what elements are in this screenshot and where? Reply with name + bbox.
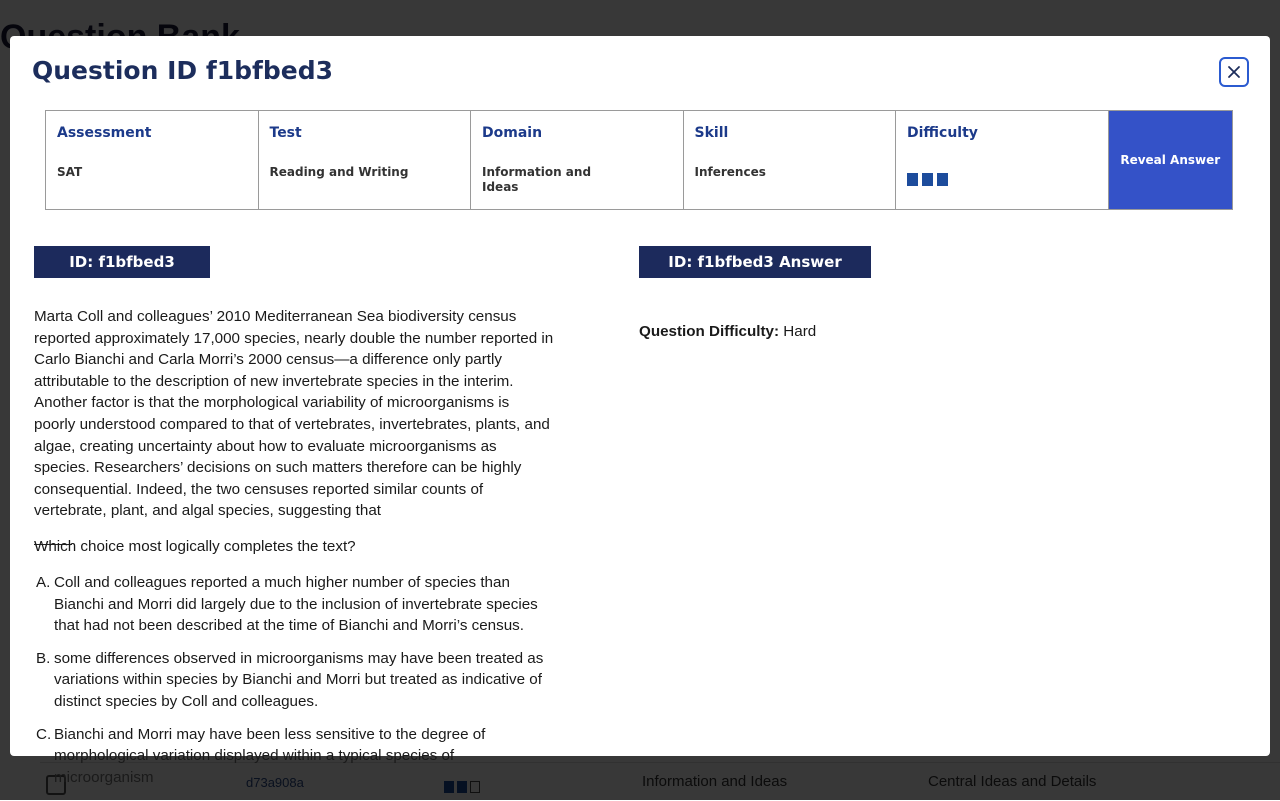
choice-letter: C.: [36, 725, 52, 743]
reveal-answer-button[interactable]: Reveal Answer: [1109, 111, 1233, 209]
choice-a: [34, 572, 554, 637]
question-prompt: Which choice most logically completes the text?: [34, 538, 356, 555]
meta-label: Skill: [694, 125, 729, 141]
meta-label: Domain: [482, 125, 543, 141]
meta-value: Reading and Writing: [269, 165, 409, 179]
meta-test: [259, 111, 472, 209]
meta-label: Assessment: [57, 125, 152, 141]
meta-label: Difficulty: [907, 125, 978, 141]
close-icon: [1228, 66, 1240, 78]
meta-domain: [471, 111, 684, 209]
modal-title: Question ID f1bfbed3: [32, 56, 334, 85]
question-passage: [34, 306, 554, 545]
choice-letter: B.: [36, 649, 51, 667]
meta-skill: [684, 111, 897, 209]
choice-text: Bianchi and Morri may have been less sensitive to the degree of morphological variation displayed within a typical species of microorganism: [54, 725, 486, 786]
meta-value: SAT: [57, 165, 83, 179]
passage-text: Marta Coll and colleagues’ 2010 Mediterranean Sea biodiversity census reported approximately 17,000 species, nearly double the number reported in Carlo Bianchi and Carla Morri’s 2000 census—a difference only partly attributable to the description of new invertebrate species in the interim. Another factor is that the morphological variability of microorganisms is poorly understood compared to that of vertebrates, invertebrates, plants, and algae, creating uncertainty about how to evaluate microorganisms as species. Researchers’ decisions on such matters therefore can be highly consequential. Indeed, the two censuses reported similar counts of vertebrate, plant, and algal species, suggesting that: [34, 308, 554, 520]
meta-assessment: [46, 111, 259, 209]
difficulty-value: Hard: [783, 323, 817, 340]
meta-value: Information and Ideas: [482, 165, 592, 194]
difficulty-icon: [907, 173, 1097, 186]
choice-letter: A.: [36, 574, 51, 591]
meta-value: Inferences: [694, 165, 766, 179]
question-modal: [10, 36, 1270, 786]
question-id-banner: ID: f1bfbed3: [34, 246, 210, 278]
meta-label: Test: [269, 125, 302, 141]
answer-choices: [34, 572, 554, 799]
choice-b: [34, 648, 554, 713]
question-difficulty: [639, 323, 816, 340]
choice-c: [34, 724, 554, 789]
close-button[interactable]: [1219, 57, 1249, 87]
difficulty-label: Question Difficulty:: [639, 323, 780, 340]
answer-id-banner: ID: f1bfbed3 Answer: [639, 246, 871, 278]
choice-text: some differences observed in microorganisms may have been treated as variations within species by Bianchi and Morri but treated as indicative of distinct species by Coll and colleagues.: [54, 649, 544, 710]
meta-difficulty: [896, 111, 1109, 209]
question-meta-table: [45, 110, 1233, 210]
choice-text: Coll and colleagues reported a much higher number of species than Bianchi and Morri did largely due to the inclusion of invertebrate species that had not been described at the time of Bianchi and Morri’s census.: [54, 574, 538, 635]
